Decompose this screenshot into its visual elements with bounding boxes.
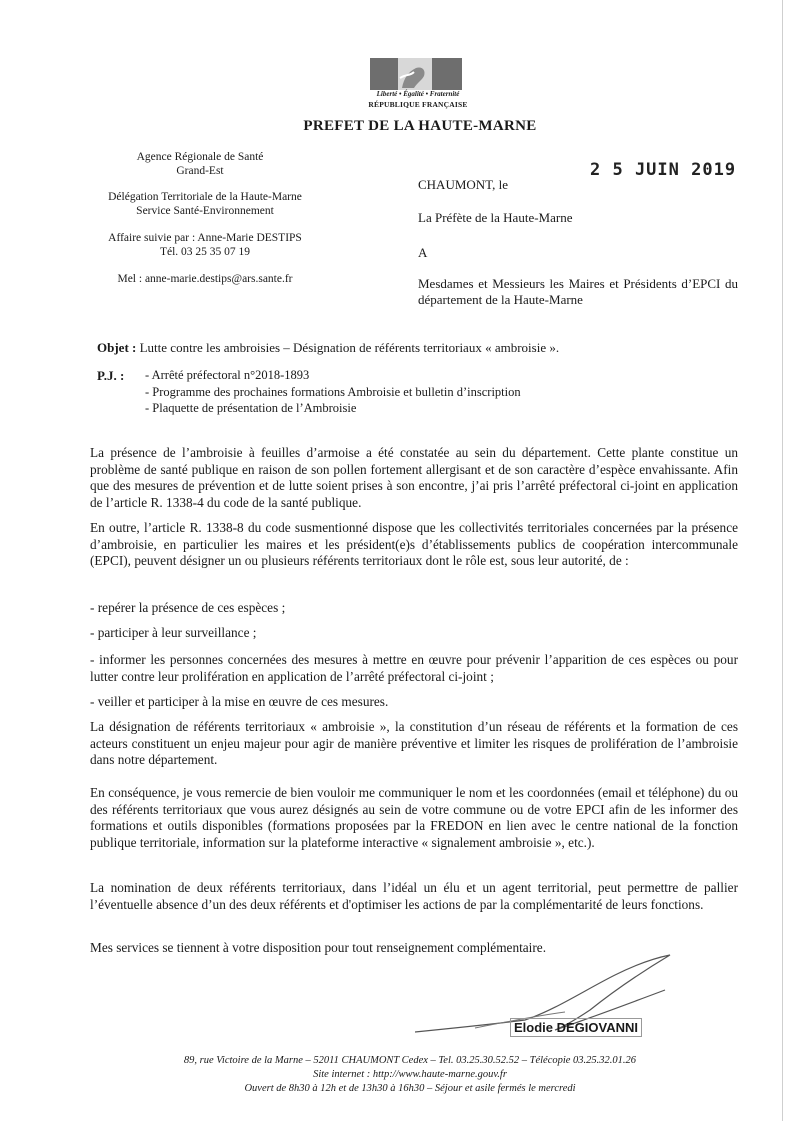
logo-profile — [398, 58, 432, 90]
sender-contact — [95, 231, 315, 259]
attachment-item: - Programme des prochaines formations Ambroisie et bulletin d’inscription — [145, 385, 521, 399]
attachment-item: - Plaquette de présentation de l’Ambroisie — [145, 401, 357, 415]
letter-city: CHAUMONT, le — [418, 177, 509, 192]
letter-subject — [97, 340, 559, 356]
scan-edge — [782, 0, 783, 1121]
delegation-service: Service Santé-Environnement — [136, 205, 274, 217]
attachments-label: P.J. : — [97, 368, 125, 383]
body-paragraph: En outre, l’article R. 1338-8 du code susmentionné dispose que les collectivités territoriales concernées par la présence d’ambroisie, en particulier les maires et les président(e)s d’établissements publics de coopération intercommunale (EPCI), peuvent désigner un ou plusieurs référents territoriaux dont le rôle est, sous leur autorité, de : — [90, 520, 738, 568]
contact-person: Affaire suivie par : Anne-Marie DESTIPS — [108, 232, 302, 244]
footer-address: 89, rue Victoire de la Marne – 52011 CHAUMONT Cedex – Tel. 03.25.30.52.52 – Télécopie 03.25.32.01.26 — [183, 1055, 637, 1066]
body-paragraph: La désignation de référents territoriaux « ambroisie », la constitution d’un réseau de référents et la formation de ces acteurs constituent un enjeu majeur pour agir de manière préventive et limiter les risques de prolifération de l’ambroisie dans notre département. — [90, 719, 738, 767]
body-paragraph: La présence de l’ambroisie à feuilles d’armoise a été constatée au sein du département. Cette plante constitue un problème de santé publique en raison de son pollen fortement allergisant et de son caractère d’espèce envahissante. Afin que des mesures de prévention et de lutte soient prises à son encontre, j’ai pris l’arrêté préfectoral ci-joint en application de l’article R. 1338-4 du code de la santé publique. — [90, 445, 738, 510]
footer-website: Site internet : http://www.haute-marne.gouv.fr — [313, 1069, 507, 1080]
letter-recipients: Mesdames et Messieurs les Maires et Présidents d’EPCI du département de la Haute-Marne — [418, 276, 738, 307]
contact-phone: Tél. 03 25 35 07 19 — [159, 246, 251, 258]
prefect-title: PREFET DE LA HAUTE-MARNE — [303, 118, 537, 134]
body-list-item: - repérer la présence de ces espèces ; — [90, 600, 286, 615]
subject-text: Lutte contre les ambroisies – Désignation de référents territoriaux « ambroisie ». — [139, 340, 560, 355]
republic-motto: Liberté • Égalité • Fraternité — [376, 90, 460, 98]
signatory-name: Elodie DEGIOVANNI — [510, 1018, 642, 1037]
attachment-item: - Arrêté préfectoral n°2018-1893 — [145, 368, 310, 382]
sender-delegation — [95, 190, 315, 218]
body-paragraph: En conséquence, je vous remercie de bien vouloir me communiquer le nom et les coordonnées (email et téléphone) du ou des référents territoriaux que vous aurez désignés au sein de votre commune ou de votre EPCI afin de les informer des formations et outils disponibles (formations proposées par la FREDON en lien avec le centre national de la fonction publique territoriale, information sur la plateforme interactive « signalement ambroisie », etc.). — [90, 785, 738, 850]
footer-hours: Ouvert de 8h30 à 12h et de 13h30 à 16h30 – Séjour et asile fermés le mercredi — [244, 1083, 576, 1094]
sender-agency — [110, 150, 290, 178]
contact-email: Mel : anne-marie.destips@ars.sante.fr — [117, 273, 293, 285]
agency-name: Agence Régionale de Santé — [136, 151, 264, 163]
letter-to-marker: A — [418, 245, 428, 260]
body-closing: Mes services se tiennent à votre disposition pour tout renseignement complémentaire. — [90, 940, 547, 955]
body-list-item: - participer à leur surveillance ; — [90, 625, 257, 640]
body-list-item: - veiller et participer à la mise en œuvre de ces mesures. — [90, 694, 389, 709]
marianne-profile-icon — [398, 58, 432, 90]
body-paragraph: La nomination de deux référents territoriaux, dans l’idéal un élu et un agent territorial, peut permettre de pallier l’éventuelle absence d’un des deux référents et d'optimiser les actions de par la complémentarité de leurs fonctions. — [90, 880, 738, 912]
body-list-item: - informer les personnes concernées des mesures à mettre en œuvre pour prévenir l’apparition de ces espèces ou pour lutter contre leur prolifération en application de l’arrêté préfectoral ci-joint ; — [90, 652, 738, 684]
date-stamp: 2 5 JUIN 2019 — [590, 160, 737, 180]
agency-region: Grand-Est — [176, 165, 224, 177]
subject-label: Objet : — [97, 340, 137, 355]
letter-from: La Préfète de la Haute-Marne — [418, 210, 573, 225]
delegation-name: Délégation Territoriale de la Haute-Marne — [108, 191, 302, 203]
republic-name: RÉPUBLIQUE FRANÇAISE — [368, 100, 468, 109]
